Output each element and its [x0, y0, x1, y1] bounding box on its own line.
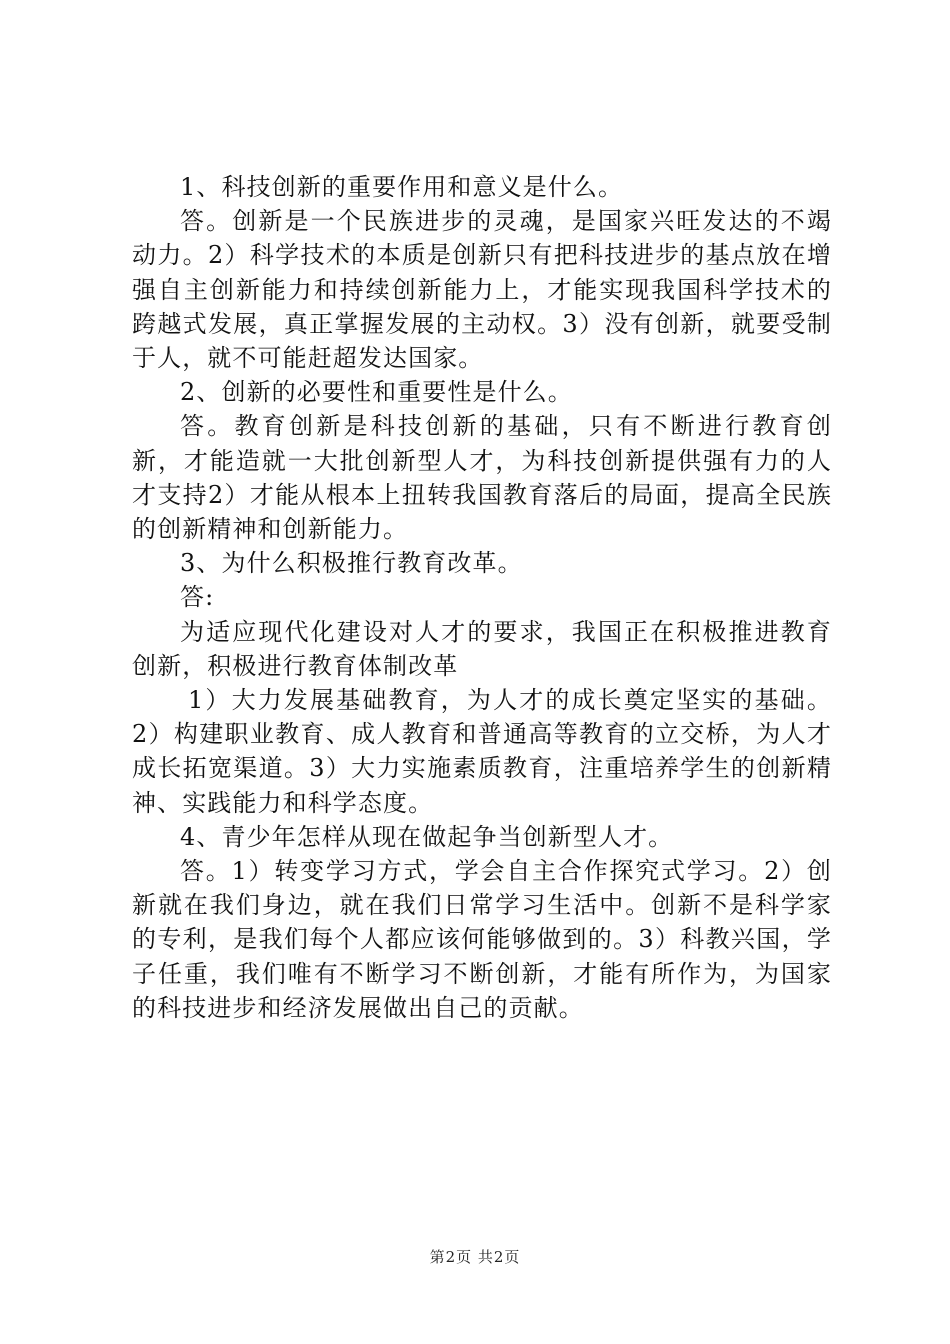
- answer-4: 答。1）转变学习方式，学会自主合作探究式学习。2）创新就在我们身边，就在我们日常学习生活中。创新不是科学家的专利，是我们每个人都应该何能够做到的。3）科教兴国，学子任重，我们唯有不断学习不断创新，才能有所作为，为国家的科技进步和经济发展做出自己的贡献。: [132, 857, 832, 1022]
- question-1: 1、科技创新的重要作用和意义是什么。: [180, 173, 624, 201]
- answer-2: 答。教育创新是科技创新的基础，只有不断进行教育创新，才能造就一大批创新型人才，为科技创新提供强有力的人才支持2）才能从根本上扭转我国教育落后的局面，提高全民族的创新精神和创新能力。: [132, 412, 832, 544]
- question-4: 4、青少年怎样从现在做起争当创新型人才。: [180, 822, 674, 851]
- answer-3-intro: 为适应现代化建设对人才的要求，我国正在积极推进教育创新，积极进行教育体制改革: [132, 617, 832, 680]
- answer-3-points: 1）大力发展基础教育，为人才的成长奠定坚实的基础。2）构建职业教育、成人教育和普通高等教育的立交桥，为人才成长拓宽渠道。3）大力实施素质教育，注重培养学生的创新精神、实践能力和科学态度。: [132, 686, 832, 817]
- answer-1: 答。创新是一个民族进步的灵魂，是国家兴旺发达的不竭动力。2）科学技术的本质是创新只有把科技进步的基点放在增强自主创新能力和持续创新能力上，才能实现我国科学技术的跨越式发展，真正掌握发展的主动权。3）没有创新，就要受制于人，就不可能赶超发达国家。: [132, 207, 832, 373]
- answer-3-label: 答:: [180, 583, 215, 612]
- page-footer: 第2页 共2页: [429, 1248, 521, 1266]
- question-3: 3、为什么积极推行教育改革。: [180, 549, 523, 578]
- document-body: [132, 170, 832, 1025]
- question-2: 2、创新的必要性和重要性是什么。: [180, 378, 573, 407]
